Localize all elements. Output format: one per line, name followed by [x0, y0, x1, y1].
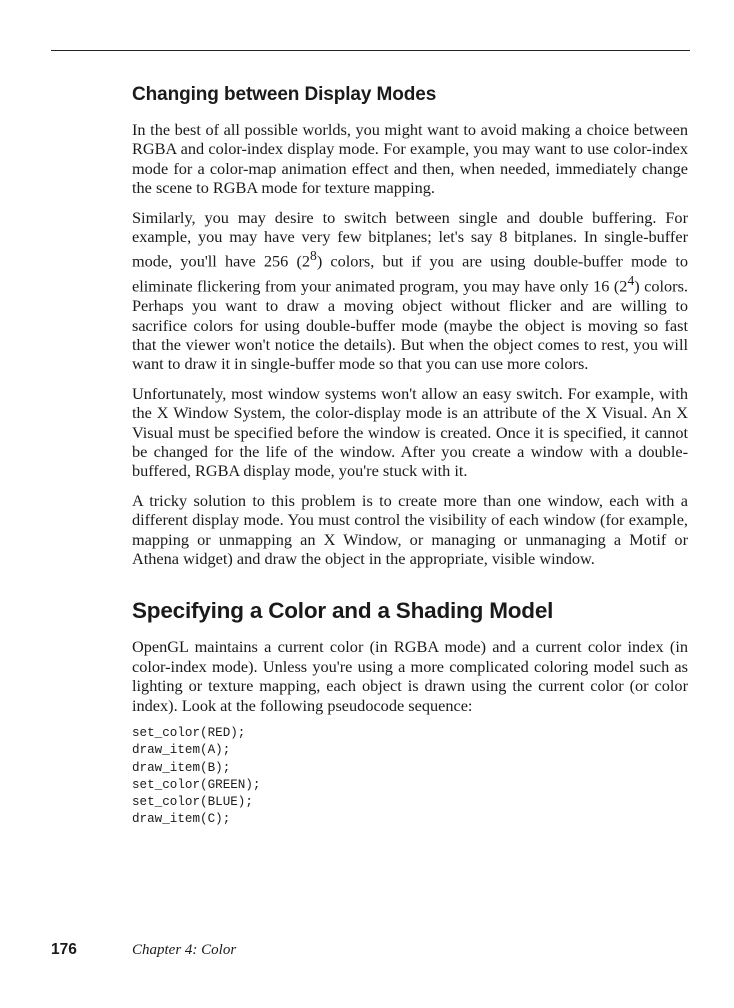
code-line: set_color(BLUE);	[132, 795, 253, 810]
paragraph-opengl: OpenGL maintains a current color (in RGBA mode) and a current color index (in color-index mode). Unless you're using a more complicated coloring model such as lighting or texture mapping, each object is drawn using the current color (or color index). Look at the following pseudocode sequence:	[132, 637, 688, 715]
paragraph-buffering-part-c: ) colors. Perhaps you want to draw a moving object without flicker and are willing to sacrifice colors for using double-buffer mode (maybe the object is moving so fast that the viewer won't notice the details). But when the object comes to rest, you will want to draw it in single-buffer mode so that you can use more colors.	[132, 276, 688, 374]
section-heading: Specifying a Color and a Shading Model	[132, 598, 554, 624]
superscript-4: 4	[627, 273, 635, 289]
header-rule	[51, 50, 690, 51]
chapter-title: Chapter 4: Color	[132, 942, 237, 958]
code-line: set_color(GREEN);	[132, 777, 261, 792]
subsection-heading: Changing between Display Modes	[132, 84, 437, 105]
paragraph-buffering-part-b: ) colors, but if you are using double-buffer mode to eliminate flickering from your animated program, you may have only 16 (2	[132, 251, 688, 296]
page-body	[132, 84, 688, 829]
paragraph-window-systems: Unfortunately, most window systems won't allow an easy switch. For example, with the X Window System, the color-display mode is an attribute of the X Visual. An X Visual must be specified before the window is created. Once it is specified, it cannot be changed for the life of the window. After you create a window with a double-buffered, RGBA display mode, you're stuck with it.	[132, 383, 688, 481]
paragraph-buffering-part-a: Similarly, you may desire to switch between single and double buffering. For example, you may have very few bitplanes; let's say 8 bitplanes. In single-buffer mode, you'll have 256 (2	[132, 207, 688, 271]
code-line: set_color(RED);	[132, 726, 246, 740]
code-line: draw_item(A);	[132, 743, 231, 758]
paragraph-intro: In the best of all possible worlds, you might want to avoid making a choice between RGBA and color-index display mode. For example, you may want to use color-index mode for a color-map animation effect and then, when needed, immediately change the scene to RGBA mode for texture mapping.	[132, 120, 688, 198]
superscript-8: 8	[310, 248, 317, 264]
pseudocode-block	[132, 725, 688, 829]
page-footer	[0, 941, 734, 965]
code-line: draw_item(C);	[132, 812, 231, 827]
paragraph-buffering	[132, 208, 688, 374]
paragraph-tricky-solution: A tricky solution to this problem is to create more than one window, each with a different display mode. You must control the visibility of each window (for example, mapping or unmapping an X Window, or managing or unmanaging a Motif or Athena widget) and draw the object in the appropriate, visible window.	[132, 490, 688, 568]
code-line: draw_item(B);	[132, 760, 231, 775]
page-number: 176	[51, 941, 77, 958]
